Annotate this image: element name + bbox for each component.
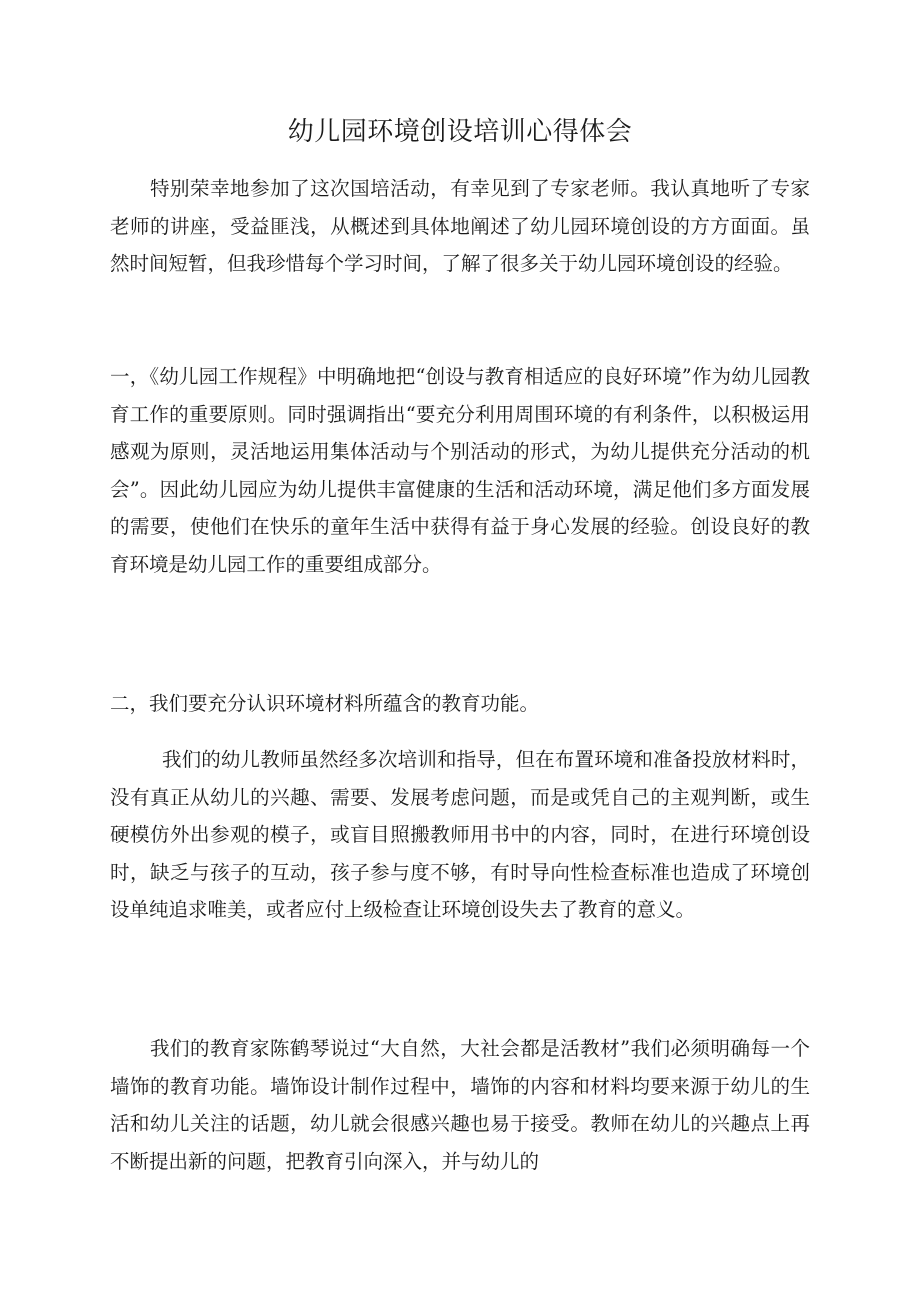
document-title: 幼儿园环境创设培训心得体会 [287, 117, 633, 147]
paragraph-teacher-issues: 我们的幼儿教师虽然经多次培训和指导，但在布置环境和准备投放材料时，没有真正从幼儿的兴趣、需要、发展考虑问题，而是或凭自己的主观判断，或生硬模仿外出参观的模子，或盲目照搬教师用书中的内容，同时，在进行环境创设时，缺乏与孩子的互动，孩子参与度不够，有时导向性检查标准也造成了环境创设单纯追求唯美，或者应付上级检查让环境创设失去了教育的意义。 [110, 748, 810, 921]
paragraph-intro: 特别荣幸地参加了这次国培活动，有幸见到了专家老师。我认真地听了专家老师的讲座，受益匪浅，从概述到具体地阐述了幼儿园环境创设的方方面面。虽然时间短暂，但我珍惜每个学习时间，了解了很多关于幼儿园环境创设的经验。 [110, 177, 810, 275]
paragraph-section-two-heading: 二，我们要充分认识环境材料所蕴含的教育功能。 [110, 692, 540, 715]
paragraph-section-one: 一，《幼儿园工作规程》中明确地把“创设与教育相适应的良好环境”作为幼儿园教育工作的重要原则。同时强调指出“要充分利用周围环境的有利条件，以积极运用感观为原则，灵活地运用集体活动与个别活动的形式，为幼儿提供充分活动的机会”。因此幼儿园应为幼儿提供丰富健康的生活和活动环境，满足他们多方面发展的需要，使他们在快乐的童年生活中获得有益于身心发展的经验。创设良好的教育环境是幼儿园工作的重要组成部分。 [110, 365, 810, 576]
paragraph-chen-heqin: 我们的教育家陈鹤琴说过“大自然，大社会都是活教材”我们必须明确每一个墙饰的教育功能。墙饰设计制作过程中，墙饰的内容和材料均要来源于幼儿的生活和幼儿关注的话题，幼儿就会很感兴趣也易于接受。教师在幼儿的兴趣点上再不断提出新的问题，把教育引向深入，并与幼儿的 [110, 1037, 810, 1173]
